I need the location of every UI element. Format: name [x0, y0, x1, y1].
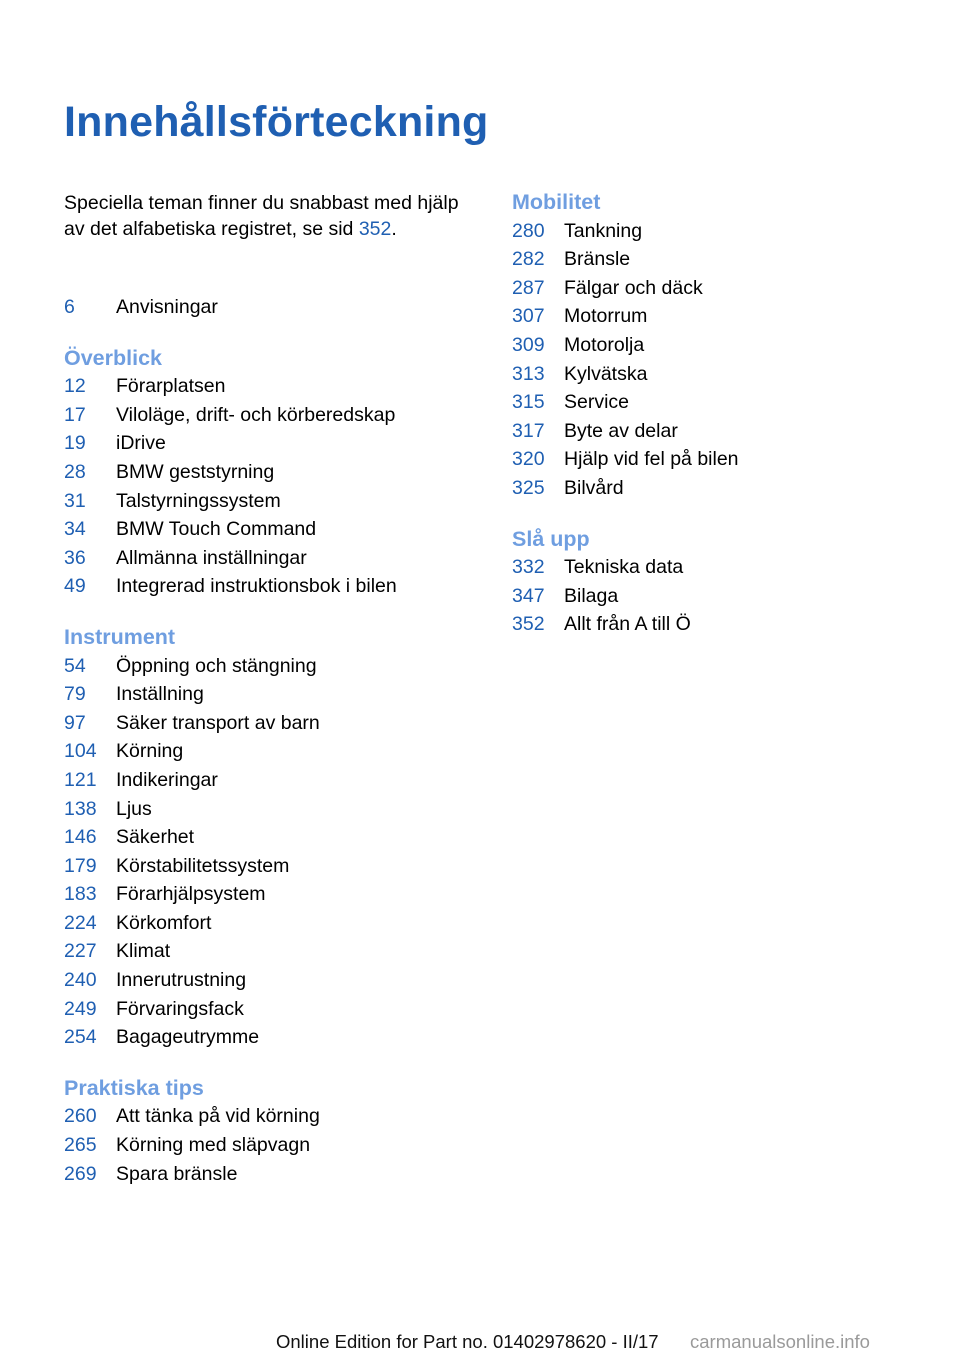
toc-entry[interactable]	[512, 274, 932, 303]
page-number-link[interactable]: 34	[64, 518, 86, 541]
page-number-link[interactable]: 260	[64, 1105, 97, 1128]
entry-label: iDrive	[116, 432, 166, 455]
page-number-link[interactable]: 12	[64, 375, 86, 398]
page-number-link[interactable]: 313	[512, 362, 545, 385]
entry-label: Klimat	[116, 940, 171, 963]
toc-entry[interactable]	[64, 401, 484, 430]
entry-label: Innerutrustning	[116, 969, 247, 992]
toc-entry[interactable]	[64, 909, 484, 938]
page-number-link[interactable]: 97	[64, 711, 86, 734]
toc-entry[interactable]	[64, 652, 484, 681]
entry-label: Hjälp vid fel på bilen	[564, 448, 739, 471]
entry-label: Att tänka på vid körning	[116, 1105, 320, 1128]
entry-label: Tankning	[564, 219, 643, 242]
page-number-link[interactable]: 249	[64, 997, 97, 1020]
entry-label: Tekniska data	[564, 556, 684, 579]
entry-label: Körkomfort	[116, 911, 212, 934]
edition-footer: Online Edition for Part no. 01402978620 - II/17	[276, 1331, 659, 1352]
page-number-link[interactable]: 317	[512, 419, 545, 442]
entry-label: Service	[564, 391, 630, 414]
page-number-link[interactable]: 28	[64, 460, 86, 483]
page-number-link[interactable]: 265	[64, 1134, 97, 1157]
toc-right-column	[512, 188, 932, 639]
page-number-link[interactable]: 138	[64, 797, 97, 820]
toc-entry[interactable]	[64, 766, 484, 795]
page-number-link[interactable]: 54	[64, 654, 86, 677]
page-number-link[interactable]: 36	[64, 546, 86, 569]
entry-label: Indikeringar	[116, 768, 218, 791]
entry-label: Säker transport av barn	[116, 711, 320, 734]
page-number-link[interactable]: 325	[512, 476, 545, 499]
page-number-link[interactable]: 347	[512, 584, 545, 607]
page-number-link[interactable]: 224	[64, 911, 97, 934]
page-number-link[interactable]: 315	[512, 391, 545, 414]
section-heading: Instrument	[64, 624, 176, 649]
page-number-link[interactable]: 269	[64, 1162, 97, 1185]
page-number-link[interactable]: 146	[64, 826, 97, 849]
toc-left-column	[64, 293, 484, 1188]
entry-label: Körning med släpvagn	[116, 1134, 311, 1157]
toc-entry[interactable]	[64, 1160, 484, 1189]
toc-entry[interactable]	[64, 1131, 484, 1160]
page-number-link[interactable]: 307	[512, 305, 545, 328]
section-heading: Slå upp	[512, 526, 590, 551]
entry-label: Inställning	[116, 683, 204, 706]
page-number-link[interactable]: 309	[512, 333, 545, 356]
page-number-link[interactable]: 280	[512, 219, 545, 242]
entry-label: BMW Touch Command	[116, 518, 317, 541]
page-title: Innehållsförteckning	[64, 98, 489, 146]
page-number-link[interactable]: 282	[512, 248, 545, 271]
entry-label: Körstabilitetssystem	[116, 854, 290, 877]
page-number-link[interactable]: 287	[512, 276, 545, 299]
entry-label: Motorrum	[564, 305, 648, 328]
entry-label: Spara bränsle	[116, 1162, 238, 1185]
entry-label: Öppning och stängning	[116, 654, 317, 677]
entry-label: Motorolja	[564, 333, 645, 356]
toc-entry[interactable]	[64, 852, 484, 881]
entry-label: Säkerhet	[116, 826, 195, 849]
toc-entry[interactable]	[64, 1023, 484, 1052]
toc-entry[interactable]	[64, 372, 484, 401]
toc-entry[interactable]	[512, 331, 932, 360]
entry-label: Bilvård	[564, 476, 624, 499]
toc-entry[interactable]	[512, 610, 932, 639]
entry-label: Talstyrningssystem	[116, 489, 281, 512]
toc-entry[interactable]	[512, 245, 932, 274]
entry-label: Förarplatsen	[116, 375, 226, 398]
toc-entry[interactable]	[64, 737, 484, 766]
toc-entry[interactable]	[512, 302, 932, 331]
toc-entry[interactable]	[64, 966, 484, 995]
page-number-link[interactable]: 227	[64, 940, 97, 963]
toc-entry[interactable]	[64, 795, 484, 824]
section-heading: Överblick	[64, 345, 162, 370]
page-number-link[interactable]: 240	[64, 969, 97, 992]
page-number-link[interactable]: 31	[64, 489, 86, 512]
toc-entry[interactable]	[64, 544, 484, 573]
toc-entry[interactable]	[64, 680, 484, 709]
index-page-link[interactable]: 352	[358, 218, 392, 240]
entry-label: Bagageutrymme	[116, 1026, 260, 1049]
page-number-link[interactable]: 352	[512, 613, 545, 636]
page-number-link[interactable]: 49	[64, 575, 86, 598]
toc-entry[interactable]	[512, 582, 932, 611]
toc-entry[interactable]	[64, 823, 484, 852]
entry-label: Byte av delar	[564, 419, 678, 442]
toc-entry[interactable]	[512, 417, 932, 446]
toc-entry[interactable]	[64, 293, 484, 322]
toc-entry[interactable]	[512, 360, 932, 389]
entry-label: Anvisningar	[116, 296, 218, 318]
toc-entry[interactable]	[512, 388, 932, 417]
watermark: carmanualsonline.info	[690, 1331, 870, 1352]
entry-label: Allt från A till Ö	[564, 613, 691, 636]
entry-label: Kylvätska	[564, 362, 648, 385]
page-number-link[interactable]: 19	[64, 432, 86, 455]
page-number-link[interactable]: 6	[64, 296, 75, 318]
entry-label: Förarhjälpsystem	[116, 883, 266, 906]
toc-entry[interactable]	[64, 709, 484, 738]
page-number-link[interactable]: 254	[64, 1026, 97, 1049]
entry-label: Fälgar och däck	[564, 276, 703, 299]
entry-label: Körning	[116, 740, 184, 763]
page-number-link[interactable]: 17	[64, 403, 86, 426]
toc-entry[interactable]	[64, 458, 484, 487]
entry-label: Viloläge, drift- och körberedskap	[116, 403, 396, 426]
entry-label: Integrerad instruktionsbok i bilen	[116, 575, 397, 598]
entry-label: Ljus	[116, 797, 152, 820]
entry-label: Förvaringsfack	[116, 997, 244, 1020]
toc-entry[interactable]	[64, 487, 484, 516]
page-number-link[interactable]: 121	[64, 768, 97, 791]
page-number-link[interactable]: 332	[512, 556, 545, 579]
toc-entry[interactable]	[64, 995, 484, 1024]
toc-entry[interactable]	[64, 429, 484, 458]
entry-label: BMW geststyrning	[116, 460, 275, 483]
toc-entry[interactable]	[512, 445, 932, 474]
toc-entry[interactable]	[64, 937, 484, 966]
entry-label: Bränsle	[564, 248, 631, 271]
page-number-link[interactable]: 104	[64, 740, 97, 763]
toc-entry[interactable]	[512, 217, 932, 246]
intro-text: Speciella teman finner du snabbast med hjälp av det alfabetiska registret, se sid	[64, 192, 459, 240]
toc-entry[interactable]	[64, 880, 484, 909]
section-heading: Mobilitet	[512, 190, 601, 214]
toc-entry[interactable]	[64, 515, 484, 544]
entry-label: Bilaga	[564, 584, 619, 607]
section-heading: Praktiska tips	[64, 1075, 204, 1100]
toc-entry[interactable]	[512, 553, 932, 582]
toc-entry[interactable]	[512, 474, 932, 503]
intro-period: .	[391, 218, 397, 240]
toc-entry[interactable]	[64, 572, 484, 601]
page-number-link[interactable]: 320	[512, 448, 545, 471]
entry-label: Allmänna inställningar	[116, 546, 307, 569]
page-number-link[interactable]: 183	[64, 883, 97, 906]
intro-paragraph	[64, 190, 484, 242]
page-number-link[interactable]: 179	[64, 854, 97, 877]
toc-entry[interactable]	[64, 1102, 484, 1131]
page-number-link[interactable]: 79	[64, 683, 86, 706]
